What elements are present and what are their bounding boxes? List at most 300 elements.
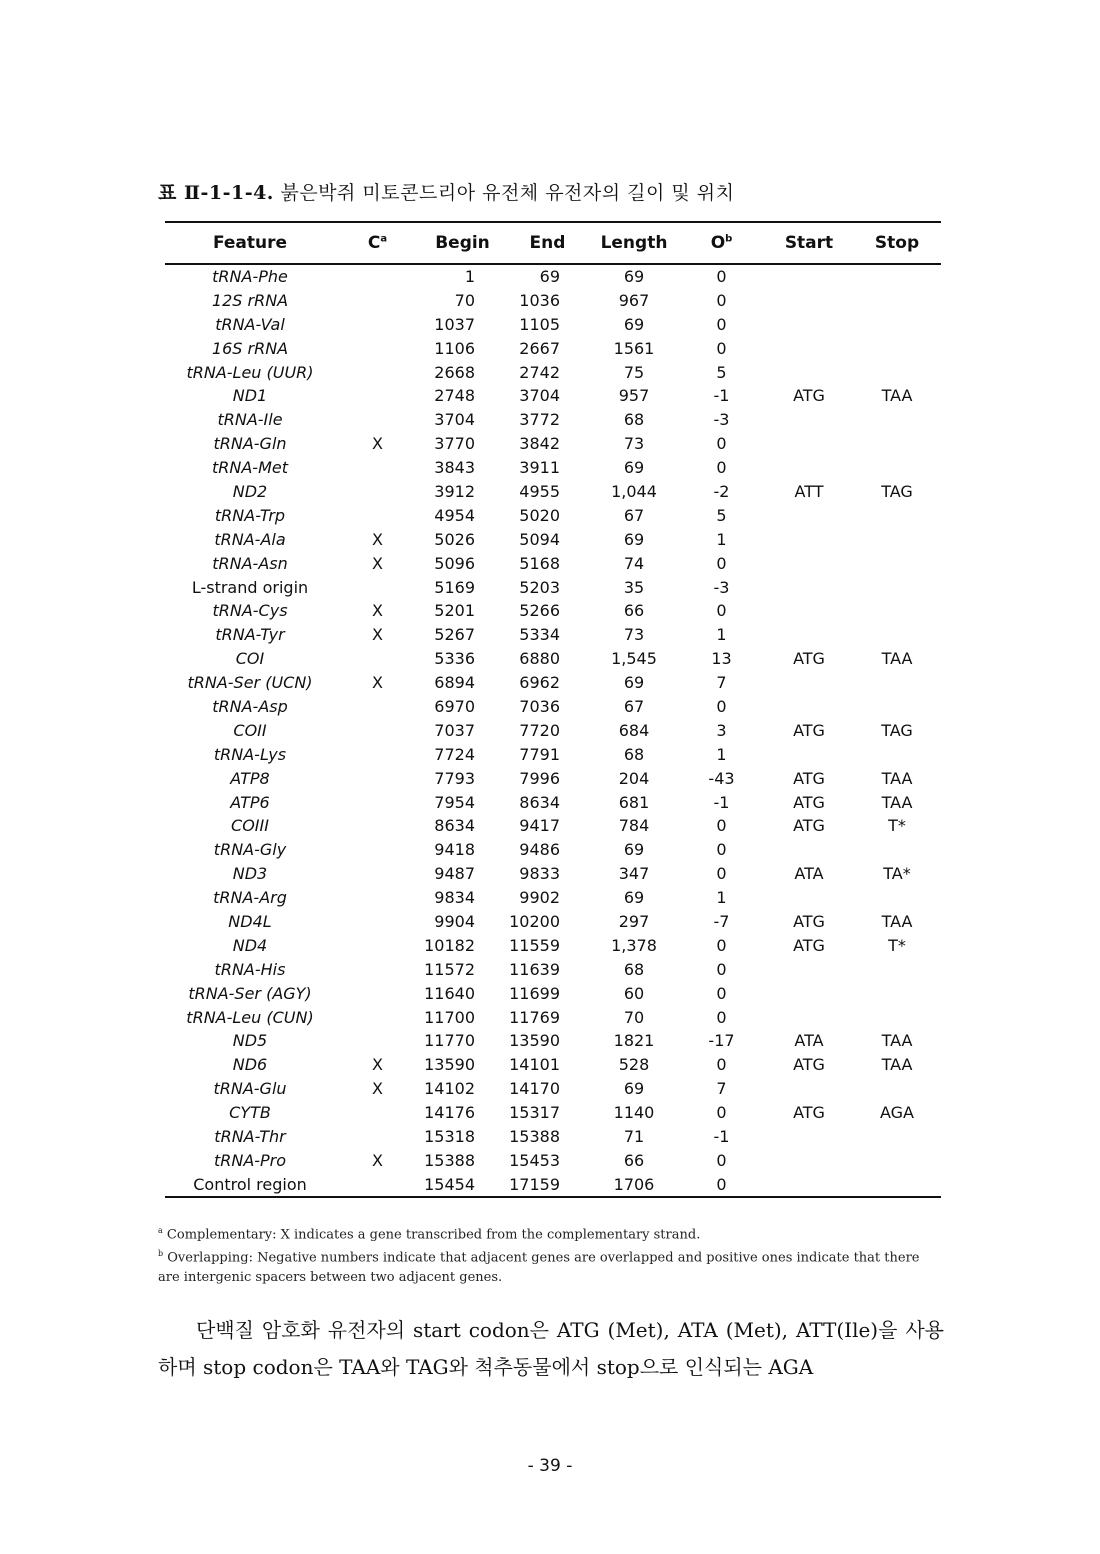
- table-row: [165, 790, 941, 814]
- cell-start: [765, 1005, 853, 1029]
- cell-start: ATG: [793, 911, 825, 931]
- cell-length: 68: [623, 410, 645, 430]
- cell-end: 7791: [519, 744, 560, 764]
- cell-start: ATG: [793, 816, 825, 836]
- cell-c: [335, 742, 420, 766]
- cell-end: 15453: [509, 1150, 560, 1170]
- cell-end: 5203: [519, 577, 560, 597]
- cell-length: 957: [618, 386, 650, 406]
- footnote-a-text: Complementary: X indicates a gene transcribed from the complementary strand.: [166, 1227, 701, 1243]
- table-row: [165, 814, 941, 838]
- cell-feature: tRNA-Lys: [213, 744, 287, 764]
- table-row: [165, 599, 941, 623]
- cell-begin: 11770: [424, 1031, 475, 1051]
- cell-stop: [853, 265, 941, 289]
- cell-stop: [853, 1148, 941, 1172]
- cell-c: [335, 718, 420, 742]
- cell-o: 13: [711, 649, 732, 669]
- cell-start: [765, 265, 853, 289]
- cell-length: 204: [618, 768, 650, 788]
- cell-stop: [853, 503, 941, 527]
- cell-length: 1,044: [611, 481, 657, 501]
- cell-feature: tRNA-His: [214, 959, 286, 979]
- table-row: [165, 384, 941, 408]
- cell-length: 66: [623, 1150, 645, 1170]
- cell-start: [765, 838, 853, 862]
- cell-length: 69: [623, 314, 645, 334]
- cell-length: 347: [618, 864, 650, 884]
- cell-end: 5020: [519, 505, 560, 525]
- cell-feature: Control region: [193, 1174, 307, 1194]
- cell-stop: TA*: [883, 864, 911, 884]
- cell-start: ATT: [794, 481, 824, 501]
- cell-length: 74: [623, 553, 645, 573]
- cell-begin: 1106: [434, 338, 475, 358]
- cell-start: [765, 336, 853, 360]
- cell-end: 9902: [519, 888, 560, 908]
- cell-c: [335, 312, 420, 336]
- cell-length: 69: [623, 529, 645, 549]
- cell-begin: 9418: [434, 840, 475, 860]
- cell-stop: T*: [888, 816, 906, 836]
- cell-o: 7: [716, 673, 727, 693]
- cell-c: [335, 265, 420, 289]
- cell-o: 0: [716, 864, 727, 884]
- cell-c: [335, 766, 420, 790]
- cell-o: 3: [716, 720, 727, 740]
- cell-c: [335, 336, 420, 360]
- cell-c: [335, 957, 420, 981]
- table-row: [165, 647, 941, 671]
- cell-o: -1: [713, 1127, 730, 1146]
- cell-length: 1140: [613, 1103, 655, 1123]
- cell-end: 14101: [509, 1055, 560, 1075]
- cell-feature: tRNA-Leu (UUR): [186, 362, 314, 382]
- table-row: [165, 1101, 941, 1125]
- cell-feature: ATP6: [230, 792, 270, 812]
- table-row: [165, 981, 941, 1005]
- cell-start: [765, 575, 853, 599]
- cell-o: 0: [716, 840, 727, 860]
- cell-c: [335, 695, 420, 719]
- cell-length: 69: [623, 840, 645, 860]
- cell-begin: 6970: [434, 696, 475, 716]
- cell-start: ATG: [793, 935, 825, 955]
- cell-length: 528: [618, 1055, 650, 1075]
- cell-length: 35: [623, 577, 645, 597]
- cell-begin: 7724: [434, 744, 475, 764]
- table-row: [165, 1172, 941, 1196]
- cell-c: [335, 503, 420, 527]
- cell-feature: ND2: [232, 481, 268, 501]
- cell-begin: 3704: [434, 410, 475, 430]
- cell-o: -3: [713, 410, 730, 430]
- cell-o: -17: [708, 1031, 735, 1051]
- cell-length: 71: [623, 1127, 645, 1146]
- cell-end: 11769: [509, 1007, 560, 1027]
- cell-o: 1: [716, 625, 727, 645]
- cell-start: ATG: [793, 386, 825, 406]
- cell-stop: TAA: [881, 1055, 913, 1075]
- cell-begin: 14176: [424, 1103, 475, 1123]
- cell-stop: T*: [888, 935, 906, 955]
- footnotes: [158, 1221, 944, 1287]
- cell-begin: 8634: [434, 816, 475, 836]
- cell-feature: COI: [235, 649, 265, 669]
- page-number: - 39 -: [527, 1456, 573, 1476]
- table-row: [165, 742, 941, 766]
- cell-stop: TAG: [881, 720, 913, 740]
- cell-end: 6880: [519, 649, 560, 669]
- header-end: End: [529, 233, 566, 253]
- cell-begin: 1037: [434, 314, 475, 334]
- cell-start: ATG: [793, 1055, 825, 1075]
- cell-begin: 4954: [434, 505, 475, 525]
- cell-end: 14170: [509, 1079, 560, 1099]
- cell-begin: 15318: [424, 1127, 475, 1146]
- cell-o: 1: [716, 744, 727, 764]
- cell-begin: 11640: [424, 983, 475, 1003]
- cell-start: [765, 671, 853, 695]
- cell-start: [765, 1172, 853, 1196]
- header-c: [335, 223, 420, 263]
- cell-c: [335, 456, 420, 480]
- cell-feature: COII: [233, 720, 267, 740]
- cell-end: 7720: [519, 720, 560, 740]
- cell-stop: TAA: [881, 911, 913, 931]
- cell-feature: ND5: [232, 1031, 268, 1051]
- cell-start: ATA: [794, 864, 824, 884]
- cell-length: 784: [618, 816, 650, 836]
- cell-begin: 9834: [434, 888, 475, 908]
- cell-feature: tRNA-Phe: [212, 266, 288, 286]
- cell-begin: 5267: [434, 625, 475, 645]
- cell-start: [765, 288, 853, 312]
- cell-stop: TAA: [881, 792, 913, 812]
- cell-feature: tRNA-Pro: [213, 1150, 287, 1170]
- cell-feature: ND3: [232, 864, 268, 884]
- cell-start: ATG: [793, 1103, 825, 1123]
- cell-length: 69: [623, 888, 645, 908]
- cell-begin: 7793: [434, 768, 475, 788]
- cell-start: [765, 1125, 853, 1149]
- cell-stop: [853, 408, 941, 432]
- cell-end: 8634: [519, 792, 560, 812]
- cell-begin: 5336: [434, 649, 475, 669]
- cell-feature: tRNA-Glu: [213, 1079, 287, 1099]
- table-row: [165, 695, 941, 719]
- table-row: [165, 551, 941, 575]
- cell-c: [335, 910, 420, 934]
- cell-begin: 7037: [434, 720, 475, 740]
- header-length: Length: [600, 233, 668, 253]
- cell-o: 1: [716, 888, 727, 908]
- table-caption: [158, 178, 735, 205]
- cell-feature: tRNA-Gln: [213, 434, 287, 454]
- cell-c: [335, 981, 420, 1005]
- body-paragraph: [158, 1312, 944, 1386]
- cell-stop: [853, 1172, 941, 1196]
- cell-feature: ND4L: [228, 911, 272, 931]
- cell-feature: ND1: [232, 386, 268, 406]
- table-row: [165, 862, 941, 886]
- cell-length: 73: [623, 434, 645, 454]
- cell-start: [765, 432, 853, 456]
- cell-stop: [853, 551, 941, 575]
- cell-end: 11639: [509, 959, 560, 979]
- cell-o: 0: [716, 1174, 727, 1194]
- table-row: [165, 1029, 941, 1053]
- cell-c: [335, 1172, 420, 1196]
- cell-c: [335, 814, 420, 838]
- cell-start: [765, 742, 853, 766]
- cell-stop: TAG: [881, 481, 913, 501]
- cell-stop: TAA: [881, 649, 913, 669]
- table-row: [165, 766, 941, 790]
- cell-end: 10200: [509, 911, 560, 931]
- cell-o: -1: [713, 792, 730, 812]
- cell-c: [335, 480, 420, 504]
- cell-begin: 1: [464, 266, 475, 286]
- cell-o: 0: [716, 1007, 727, 1027]
- table-row: [165, 265, 941, 289]
- cell-end: 13590: [509, 1031, 560, 1051]
- table-body: [165, 265, 941, 1197]
- cell-o: 0: [716, 816, 727, 836]
- cell-start: [765, 408, 853, 432]
- footnote-b-mark: b: [158, 1249, 164, 1259]
- cell-begin: 15454: [424, 1174, 475, 1194]
- cell-start: [765, 957, 853, 981]
- footnote-a: [158, 1221, 944, 1244]
- cell-c: [335, 408, 420, 432]
- table-row: [165, 957, 941, 981]
- cell-feature: tRNA-Ala: [214, 529, 286, 549]
- cell-begin: 9487: [434, 864, 475, 884]
- cell-feature: tRNA-Trp: [214, 505, 286, 525]
- table-row: [165, 1077, 941, 1101]
- cell-end: 9417: [519, 816, 560, 836]
- cell-end: 9833: [519, 864, 560, 884]
- cell-start: [765, 695, 853, 719]
- cell-feature: tRNA-Leu (CUN): [186, 1007, 314, 1027]
- cell-start: [765, 527, 853, 551]
- footnote-b-text: Overlapping: Negative numbers indicate that adjacent genes are overlapped and positive ones indicate that there are intergenic spacers between two adjacent genes.: [158, 1250, 920, 1285]
- cell-begin: 5096: [434, 553, 475, 573]
- table-row: [165, 886, 941, 910]
- cell-c: X: [372, 1055, 383, 1075]
- cell-o: 0: [716, 601, 727, 621]
- cell-c: [335, 360, 420, 384]
- cell-feature: 16S rRNA: [211, 338, 289, 358]
- cell-stop: [853, 623, 941, 647]
- cell-stop: [853, 981, 941, 1005]
- cell-length: 67: [623, 505, 645, 525]
- cell-stop: [853, 1077, 941, 1101]
- cell-o: 5: [716, 505, 727, 525]
- cell-end: 7996: [519, 768, 560, 788]
- cell-o: 0: [716, 959, 727, 979]
- table-row: [165, 1148, 941, 1172]
- header-o-sup: b: [725, 233, 733, 245]
- cell-o: 0: [716, 290, 727, 310]
- cell-length: 1,378: [611, 935, 657, 955]
- cell-start: ATG: [793, 720, 825, 740]
- cell-end: 3911: [519, 458, 560, 478]
- cell-end: 1105: [519, 314, 560, 334]
- cell-end: 6962: [519, 673, 560, 693]
- cell-start: [765, 312, 853, 336]
- cell-feature: tRNA-Gly: [213, 840, 287, 860]
- cell-stop: [853, 957, 941, 981]
- cell-feature: tRNA-Met: [212, 458, 288, 478]
- cell-stop: [853, 838, 941, 862]
- cell-c: X: [372, 601, 383, 621]
- cell-c: [335, 1101, 420, 1125]
- cell-begin: 2748: [434, 386, 475, 406]
- cell-stop: [853, 575, 941, 599]
- table-row: [165, 336, 941, 360]
- cell-end: 5168: [519, 553, 560, 573]
- cell-feature: tRNA-Tyr: [215, 625, 285, 645]
- cell-length: 73: [623, 625, 645, 645]
- cell-length: 69: [623, 1079, 645, 1099]
- cell-feature: tRNA-Ser (UCN): [187, 673, 313, 693]
- cell-begin: 11572: [424, 959, 475, 979]
- cell-begin: 6894: [434, 673, 475, 693]
- cell-length: 69: [623, 673, 645, 693]
- cell-start: [765, 623, 853, 647]
- cell-start: ATA: [794, 1031, 824, 1051]
- cell-feature: tRNA-Asn: [212, 553, 288, 573]
- cell-feature: tRNA-Ile: [217, 410, 283, 430]
- cell-start: [765, 981, 853, 1005]
- cell-o: -2: [713, 481, 730, 501]
- cell-o: 7: [716, 1079, 727, 1099]
- header-begin: Begin: [435, 233, 490, 253]
- cell-feature: ND4: [232, 935, 268, 955]
- cell-c: X: [372, 1150, 383, 1170]
- header-stop: Stop: [874, 233, 920, 253]
- table-row: [165, 408, 941, 432]
- cell-stop: TAA: [881, 386, 913, 406]
- header-c-sup: a: [380, 233, 388, 245]
- cell-end: 5266: [519, 601, 560, 621]
- table-bottom-rule: [165, 1196, 941, 1198]
- cell-c: [335, 1005, 420, 1029]
- cell-stop: [853, 886, 941, 910]
- cell-begin: 13590: [424, 1055, 475, 1075]
- table-row: [165, 910, 941, 934]
- cell-length: 60: [623, 983, 645, 1003]
- table-row: [165, 1005, 941, 1029]
- cell-length: 69: [623, 458, 645, 478]
- cell-end: 17159: [509, 1174, 560, 1194]
- cell-feature: 12S rRNA: [211, 290, 289, 310]
- cell-o: 5: [716, 362, 727, 382]
- cell-feature: tRNA-Ser (AGY): [188, 983, 312, 1003]
- cell-o: -7: [713, 911, 730, 931]
- cell-c: [335, 886, 420, 910]
- cell-end: 69: [539, 266, 560, 286]
- cell-c: X: [372, 625, 383, 645]
- cell-o: 0: [716, 696, 727, 716]
- table-row: [165, 360, 941, 384]
- cell-start: ATG: [793, 649, 825, 669]
- cell-stop: [853, 742, 941, 766]
- table-row: [165, 312, 941, 336]
- cell-start: [765, 599, 853, 623]
- cell-c: [335, 790, 420, 814]
- table-row: [165, 575, 941, 599]
- gene-table: [165, 221, 941, 1198]
- cell-stop: TAA: [881, 768, 913, 788]
- cell-begin: 3843: [434, 458, 475, 478]
- cell-stop: [853, 432, 941, 456]
- cell-o: -43: [708, 768, 735, 788]
- table-row: [165, 480, 941, 504]
- cell-end: 11699: [509, 983, 560, 1003]
- cell-length: 68: [623, 959, 645, 979]
- header-c-label: C: [367, 233, 381, 253]
- cell-c: [335, 288, 420, 312]
- cell-end: 7036: [519, 696, 560, 716]
- cell-start: [765, 1077, 853, 1101]
- cell-end: 15388: [509, 1127, 560, 1146]
- cell-c: [335, 1029, 420, 1053]
- cell-begin: 5201: [434, 601, 475, 621]
- cell-end: 3772: [519, 410, 560, 430]
- cell-feature: COIII: [231, 816, 269, 836]
- cell-stop: [853, 695, 941, 719]
- cell-end: 11559: [509, 935, 560, 955]
- cell-stop: AGA: [879, 1103, 914, 1123]
- table-row: [165, 1125, 941, 1149]
- table-row: [165, 288, 941, 312]
- cell-c: [335, 838, 420, 862]
- cell-stop: TAA: [881, 1031, 913, 1051]
- cell-end: 2667: [519, 338, 560, 358]
- cell-o: 0: [716, 1150, 727, 1170]
- cell-length: 967: [618, 290, 650, 310]
- table-row: [165, 432, 941, 456]
- cell-c: [335, 862, 420, 886]
- cell-stop: [853, 312, 941, 336]
- cell-length: 681: [618, 792, 650, 812]
- cell-begin: 70: [454, 290, 475, 310]
- cell-feature: tRNA-Thr: [214, 1127, 286, 1146]
- cell-length: 1821: [613, 1031, 655, 1051]
- cell-o: 0: [716, 935, 727, 955]
- header-feature: Feature: [212, 233, 288, 253]
- header-o: [678, 223, 765, 263]
- cell-begin: 2668: [434, 362, 475, 382]
- header-o-label: O: [710, 233, 726, 253]
- cell-begin: 3912: [434, 481, 475, 501]
- cell-o: 0: [716, 266, 727, 286]
- cell-end: 3842: [519, 434, 560, 454]
- body-paragraph-text: 단백질 암호화 유전자의 start codon은 ATG (Met), ATA (Met), ATT(Ile)을 사용하며 stop codon은 TAA와 TAG와 척추동물에서 stop으로 인식되는 AGA: [158, 1318, 944, 1379]
- cell-end: 3704: [519, 386, 560, 406]
- cell-length: 68: [623, 744, 645, 764]
- cell-c: X: [372, 1079, 383, 1099]
- cell-end: 4955: [519, 481, 560, 501]
- cell-feature: tRNA-Val: [215, 314, 285, 334]
- cell-begin: 14102: [424, 1079, 475, 1099]
- cell-stop: [853, 360, 941, 384]
- table-row: [165, 933, 941, 957]
- cell-c: [335, 1125, 420, 1149]
